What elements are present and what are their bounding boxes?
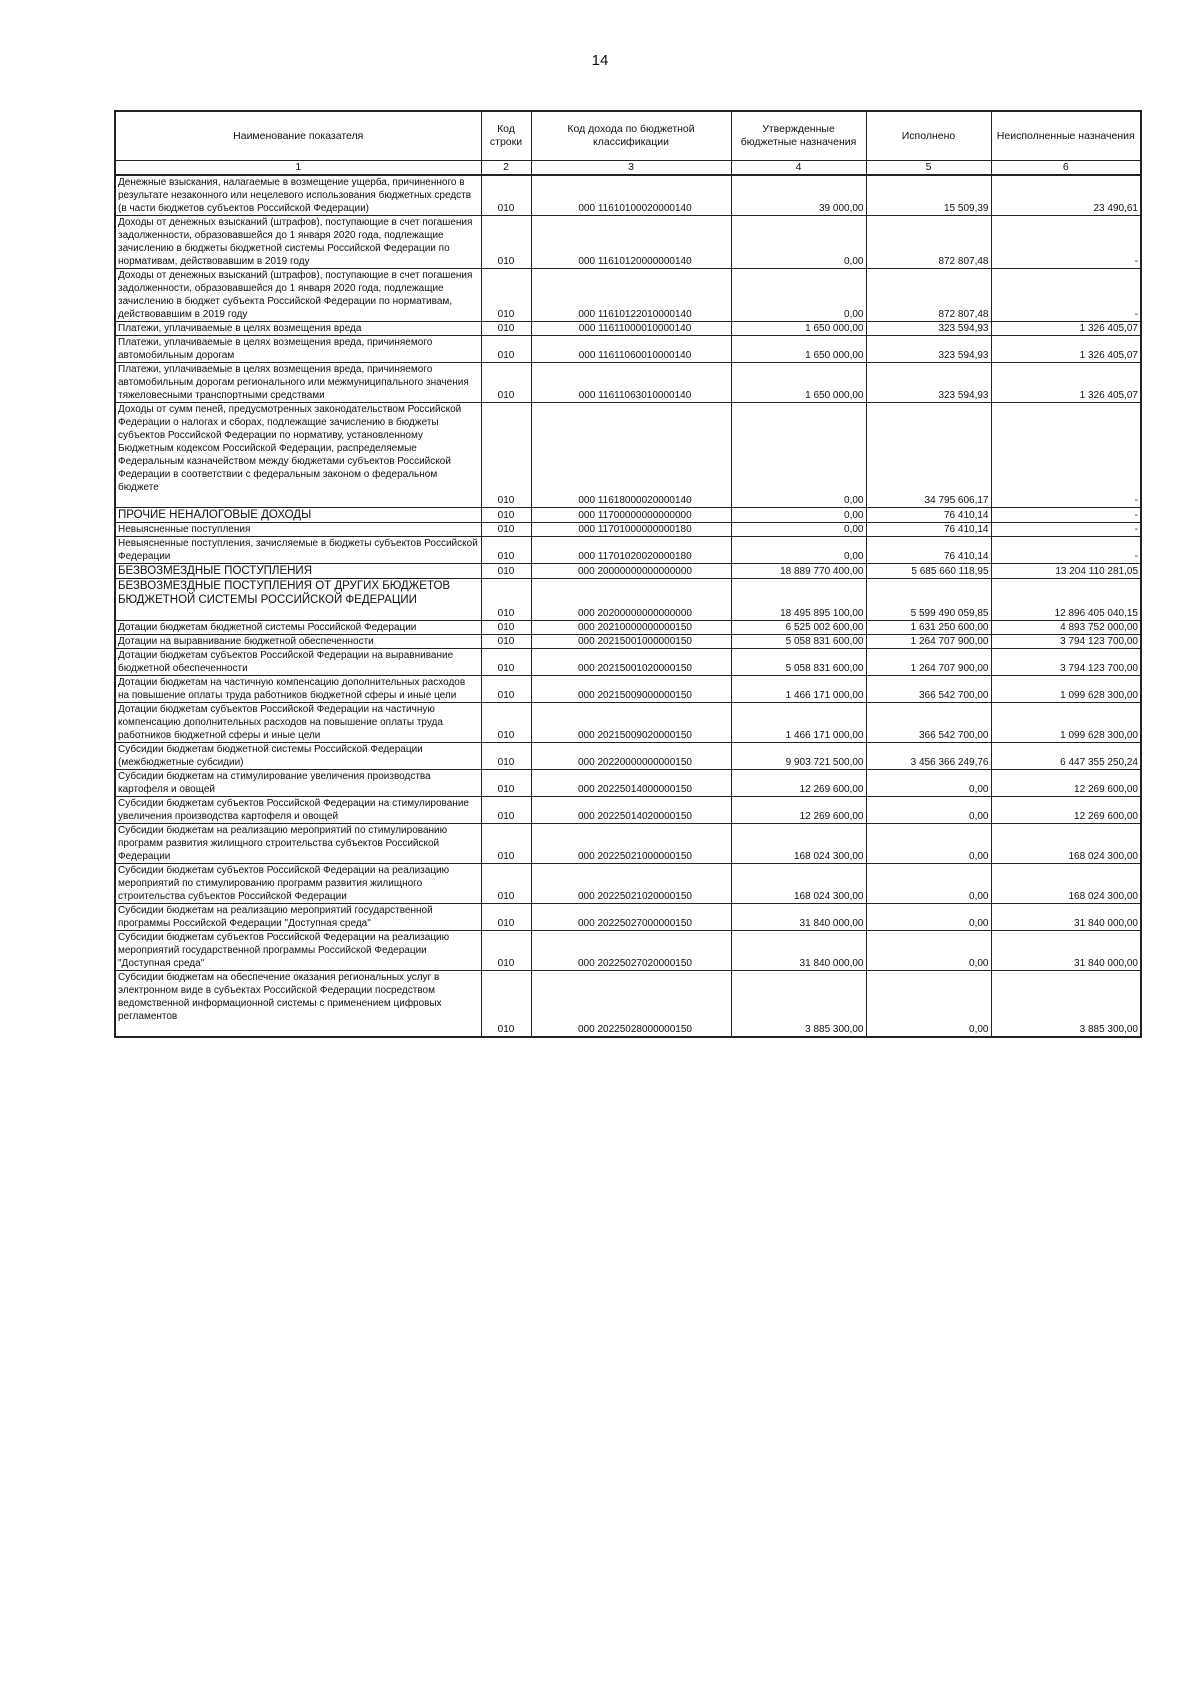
approved-amount-cell: 1 650 000,00 <box>731 363 866 403</box>
income-code-cell: 000 20225028000000150 <box>531 971 731 1038</box>
indicator-name-cell: Дотации бюджетам на частичную компенсацию дополнительных расходов на повышение оплаты труда работников бюджетной сферы и иные цели <box>115 676 481 703</box>
table-row <box>115 269 1141 322</box>
income-code-cell: 000 11611060010000140 <box>531 336 731 363</box>
executed-amount-cell: 0,00 <box>866 971 991 1038</box>
table-row <box>115 703 1141 743</box>
indicator-name-cell: Дотации бюджетам субъектов Российской Федерации на выравнивание бюджетной обеспеченности <box>115 649 481 676</box>
indicator-name-cell: Доходы от денежных взысканий (штрафов), поступающие в счет погашения задолженности, образовавшейся до 1 января 2020 года, подлежащие зачислению в бюджет субъекта Российской Федерации по нормативам, действовавшим в 2019 году <box>115 269 481 322</box>
indicator-name-cell: Субсидии бюджетам на реализацию мероприятий по стимулированию программ развития жилищного строительства субъектов Российской Федерации <box>115 824 481 864</box>
income-code-cell: 000 20215009000000150 <box>531 676 731 703</box>
executed-amount-cell: 76 410,14 <box>866 537 991 564</box>
unexecuted-amount-cell: 3 794 123 700,00 <box>991 635 1141 649</box>
income-code-cell: 000 11611000010000140 <box>531 322 731 336</box>
executed-amount-cell: 5 685 660 118,95 <box>866 564 991 579</box>
approved-amount-cell: 0,00 <box>731 523 866 537</box>
line-code-cell: 010 <box>481 403 531 508</box>
income-code-cell: 000 20215001020000150 <box>531 649 731 676</box>
approved-amount-cell: 1 466 171 000,00 <box>731 703 866 743</box>
table-row <box>115 523 1141 537</box>
executed-amount-cell: 0,00 <box>866 931 991 971</box>
income-code-cell: 000 20215001000000150 <box>531 635 731 649</box>
income-code-cell: 000 11611063010000140 <box>531 363 731 403</box>
table-row <box>115 770 1141 797</box>
column-number: 4 <box>731 161 866 176</box>
approved-amount-cell: 0,00 <box>731 537 866 564</box>
approved-amount-cell: 1 466 171 000,00 <box>731 676 866 703</box>
table-row <box>115 216 1141 269</box>
indicator-name-cell: БЕЗВОЗМЕЗДНЫЕ ПОСТУПЛЕНИЯ <box>115 564 481 579</box>
executed-amount-cell: 76 410,14 <box>866 523 991 537</box>
table-row <box>115 322 1141 336</box>
executed-amount-cell: 76 410,14 <box>866 508 991 523</box>
line-code-cell: 010 <box>481 508 531 523</box>
table-row <box>115 508 1141 523</box>
indicator-name-cell: Платежи, уплачиваемые в целях возмещения вреда, причиняемого автомобильным дорогам регионального или межмуниципального значения тяжеловесными транспортными средствами <box>115 363 481 403</box>
header-unexecuted: Неисполненные назначения <box>991 111 1141 161</box>
table-row <box>115 931 1141 971</box>
income-code-cell: 000 11610100020000140 <box>531 175 731 216</box>
approved-amount-cell: 168 024 300,00 <box>731 864 866 904</box>
executed-amount-cell: 366 542 700,00 <box>866 703 991 743</box>
income-code-cell: 000 20225014000000150 <box>531 770 731 797</box>
unexecuted-amount-cell: 1 326 405,07 <box>991 363 1141 403</box>
approved-amount-cell: 12 269 600,00 <box>731 770 866 797</box>
executed-amount-cell: 5 599 490 059,85 <box>866 579 991 621</box>
income-code-cell: 000 11610120000000140 <box>531 216 731 269</box>
table-row <box>115 537 1141 564</box>
line-code-cell: 010 <box>481 322 531 336</box>
column-number: 5 <box>866 161 991 176</box>
income-code-cell: 000 11618000020000140 <box>531 403 731 508</box>
income-code-cell: 000 11701000000000180 <box>531 523 731 537</box>
page-number: 14 <box>591 52 609 69</box>
unexecuted-amount-cell: - <box>991 508 1141 523</box>
line-code-cell: 010 <box>481 269 531 322</box>
indicator-name-cell: Невыясненные поступления, зачисляемые в бюджеты субъектов Российской Федерации <box>115 537 481 564</box>
indicator-name-cell: Субсидии бюджетам на реализацию мероприятий государственной программы Российской Федерации "Доступная среда" <box>115 904 481 931</box>
line-code-cell: 010 <box>481 564 531 579</box>
income-code-cell: 000 20200000000000000 <box>531 579 731 621</box>
line-code-cell: 010 <box>481 621 531 635</box>
income-code-cell: 000 20225014020000150 <box>531 797 731 824</box>
header-approved: Утвержденные бюджетные назначения <box>731 111 866 161</box>
table-row <box>115 635 1141 649</box>
indicator-name-cell: Доходы от сумм пеней, предусмотренных законодательством Российской Федерации о налогах и сборах, подлежащие зачислению в бюджеты субъектов Российской Федерации по нормативу, установленному Бюджетным кодексом Российской Федерации, распределяемые Федеральным казначейством между бюджетами субъектов Российской Федерации в соответствии с федеральным законом о федеральном бюджете <box>115 403 481 508</box>
indicator-name-cell: Денежные взыскания, налагаемые в возмещение ущерба, причиненного в результате незаконного или нецелевого использования бюджетных средств (в части бюджетов субъектов Российской Федерации) <box>115 175 481 216</box>
income-code-cell: 000 20225021000000150 <box>531 824 731 864</box>
table-row <box>115 743 1141 770</box>
unexecuted-amount-cell: 1 099 628 300,00 <box>991 676 1141 703</box>
line-code-cell: 010 <box>481 797 531 824</box>
table-row <box>115 403 1141 508</box>
line-code-cell: 010 <box>481 971 531 1038</box>
unexecuted-amount-cell: 6 447 355 250,24 <box>991 743 1141 770</box>
approved-amount-cell: 0,00 <box>731 216 866 269</box>
table-row <box>115 797 1141 824</box>
indicator-name-cell: Субсидии бюджетам на обеспечение оказания региональных услуг в электронном виде в субъектах Российской Федерации посредством ведомственной информационной системы с применением цифровых регламентов <box>115 971 481 1038</box>
unexecuted-amount-cell: 12 269 600,00 <box>991 770 1141 797</box>
executed-amount-cell: 366 542 700,00 <box>866 676 991 703</box>
unexecuted-amount-cell: 1 099 628 300,00 <box>991 703 1141 743</box>
table-row <box>115 971 1141 1038</box>
column-number: 6 <box>991 161 1141 176</box>
indicator-name-cell: Доходы от денежных взысканий (штрафов), поступающие в счет погашения задолженности, образовавшейся до 1 января 2020 года, подлежащие зачислению в бюджеты бюджетной системы Российской Федерации по нормативам, действовавшим в 2019 году <box>115 216 481 269</box>
header-indicator-name: Наименование показателя <box>115 111 481 161</box>
table-row <box>115 564 1141 579</box>
unexecuted-amount-cell: 31 840 000,00 <box>991 904 1141 931</box>
unexecuted-amount-cell: 1 326 405,07 <box>991 336 1141 363</box>
approved-amount-cell: 31 840 000,00 <box>731 904 866 931</box>
income-code-cell: 000 11700000000000000 <box>531 508 731 523</box>
table-row <box>115 175 1141 216</box>
income-code-cell: 000 11701020020000180 <box>531 537 731 564</box>
approved-amount-cell: 5 058 831 600,00 <box>731 649 866 676</box>
line-code-cell: 010 <box>481 336 531 363</box>
line-code-cell: 010 <box>481 676 531 703</box>
unexecuted-amount-cell: 3 885 300,00 <box>991 971 1141 1038</box>
header-executed: Исполнено <box>866 111 991 161</box>
indicator-name-cell: БЕЗВОЗМЕЗДНЫЕ ПОСТУПЛЕНИЯ ОТ ДРУГИХ БЮДЖЕТОВ БЮДЖЕТНОЙ СИСТЕМЫ РОССИЙСКОЙ ФЕДЕРАЦИИ <box>115 579 481 621</box>
income-code-cell: 000 20220000000000150 <box>531 743 731 770</box>
income-code-cell: 000 20225027020000150 <box>531 931 731 971</box>
indicator-name-cell: Субсидии бюджетам субъектов Российской Федерации на реализацию мероприятий по стимулированию программ развития жилищного строительства субъектов Российской Федерации <box>115 864 481 904</box>
approved-amount-cell: 31 840 000,00 <box>731 931 866 971</box>
table-row <box>115 621 1141 635</box>
line-code-cell: 010 <box>481 216 531 269</box>
executed-amount-cell: 3 456 366 249,76 <box>866 743 991 770</box>
unexecuted-amount-cell: - <box>991 403 1141 508</box>
line-code-cell: 010 <box>481 770 531 797</box>
approved-amount-cell: 1 650 000,00 <box>731 322 866 336</box>
table-body <box>115 175 1141 1037</box>
table-row <box>115 904 1141 931</box>
executed-amount-cell: 1 264 707 900,00 <box>866 649 991 676</box>
indicator-name-cell: Платежи, уплачиваемые в целях возмещения вреда <box>115 322 481 336</box>
executed-amount-cell: 15 509,39 <box>866 175 991 216</box>
approved-amount-cell: 39 000,00 <box>731 175 866 216</box>
unexecuted-amount-cell: 168 024 300,00 <box>991 864 1141 904</box>
unexecuted-amount-cell: 12 269 600,00 <box>991 797 1141 824</box>
indicator-name-cell: Субсидии бюджетам субъектов Российской Федерации на реализацию мероприятий государственной программы Российской Федерации "Доступная среда" <box>115 931 481 971</box>
unexecuted-amount-cell: - <box>991 216 1141 269</box>
approved-amount-cell: 9 903 721 500,00 <box>731 743 866 770</box>
unexecuted-amount-cell: 13 204 110 281,05 <box>991 564 1141 579</box>
executed-amount-cell: 1 264 707 900,00 <box>866 635 991 649</box>
line-code-cell: 010 <box>481 931 531 971</box>
executed-amount-cell: 34 795 606,17 <box>866 403 991 508</box>
approved-amount-cell: 0,00 <box>731 403 866 508</box>
unexecuted-amount-cell: 12 896 405 040,15 <box>991 579 1141 621</box>
executed-amount-cell: 323 594,93 <box>866 322 991 336</box>
indicator-name-cell: Субсидии бюджетам на стимулирование увеличения производства картофеля и овощей <box>115 770 481 797</box>
table-row <box>115 676 1141 703</box>
table-row <box>115 336 1141 363</box>
approved-amount-cell: 0,00 <box>731 269 866 322</box>
executed-amount-cell: 0,00 <box>866 770 991 797</box>
line-code-cell: 010 <box>481 649 531 676</box>
indicator-name-cell: Субсидии бюджетам бюджетной системы Российской Федерации (межбюджетные субсидии) <box>115 743 481 770</box>
approved-amount-cell: 3 885 300,00 <box>731 971 866 1038</box>
income-code-cell: 000 11610122010000140 <box>531 269 731 322</box>
executed-amount-cell: 323 594,93 <box>866 336 991 363</box>
approved-amount-cell: 1 650 000,00 <box>731 336 866 363</box>
unexecuted-amount-cell: 31 840 000,00 <box>991 931 1141 971</box>
income-code-cell: 000 20225021020000150 <box>531 864 731 904</box>
line-code-cell: 010 <box>481 537 531 564</box>
approved-amount-cell: 18 495 895 100,00 <box>731 579 866 621</box>
approved-amount-cell: 18 889 770 400,00 <box>731 564 866 579</box>
unexecuted-amount-cell: 3 794 123 700,00 <box>991 649 1141 676</box>
indicator-name-cell: ПРОЧИЕ НЕНАЛОГОВЫЕ ДОХОДЫ <box>115 508 481 523</box>
budget-execution-table <box>114 110 1142 1038</box>
executed-amount-cell: 872 807,48 <box>866 216 991 269</box>
executed-amount-cell: 0,00 <box>866 904 991 931</box>
unexecuted-amount-cell: - <box>991 269 1141 322</box>
income-code-cell: 000 20215009020000150 <box>531 703 731 743</box>
executed-amount-cell: 0,00 <box>866 824 991 864</box>
table-row <box>115 363 1141 403</box>
table-row <box>115 824 1141 864</box>
indicator-name-cell: Платежи, уплачиваемые в целях возмещения вреда, причиняемого автомобильным дорогам <box>115 336 481 363</box>
unexecuted-amount-cell: - <box>991 523 1141 537</box>
income-code-cell: 000 20210000000000150 <box>531 621 731 635</box>
indicator-name-cell: Дотации на выравнивание бюджетной обеспеченности <box>115 635 481 649</box>
line-code-cell: 010 <box>481 635 531 649</box>
indicator-name-cell: Дотации бюджетам бюджетной системы Российской Федерации <box>115 621 481 635</box>
line-code-cell: 010 <box>481 904 531 931</box>
table-row <box>115 579 1141 621</box>
unexecuted-amount-cell: 4 893 752 000,00 <box>991 621 1141 635</box>
unexecuted-amount-cell: 168 024 300,00 <box>991 824 1141 864</box>
unexecuted-amount-cell: - <box>991 537 1141 564</box>
executed-amount-cell: 872 807,48 <box>866 269 991 322</box>
executed-amount-cell: 1 631 250 600,00 <box>866 621 991 635</box>
indicator-name-cell: Невыясненные поступления <box>115 523 481 537</box>
line-code-cell: 010 <box>481 175 531 216</box>
indicator-name-cell: Дотации бюджетам субъектов Российской Федерации на частичную компенсацию дополнительных расходов на повышение оплаты труда работников бюджетной сферы и иные цели <box>115 703 481 743</box>
approved-amount-cell: 12 269 600,00 <box>731 797 866 824</box>
line-code-cell: 010 <box>481 523 531 537</box>
executed-amount-cell: 0,00 <box>866 864 991 904</box>
column-number: 3 <box>531 161 731 176</box>
executed-amount-cell: 0,00 <box>866 797 991 824</box>
approved-amount-cell: 168 024 300,00 <box>731 824 866 864</box>
line-code-cell: 010 <box>481 864 531 904</box>
executed-amount-cell: 323 594,93 <box>866 363 991 403</box>
approved-amount-cell: 0,00 <box>731 508 866 523</box>
line-code-cell: 010 <box>481 363 531 403</box>
line-code-cell: 010 <box>481 579 531 621</box>
approved-amount-cell: 5 058 831 600,00 <box>731 635 866 649</box>
line-code-cell: 010 <box>481 743 531 770</box>
line-code-cell: 010 <box>481 703 531 743</box>
income-code-cell: 000 20000000000000000 <box>531 564 731 579</box>
table-row <box>115 864 1141 904</box>
header-line-code: Код строки <box>481 111 531 161</box>
indicator-name-cell: Субсидии бюджетам субъектов Российской Федерации на стимулирование увеличения производства картофеля и овощей <box>115 797 481 824</box>
line-code-cell: 010 <box>481 824 531 864</box>
approved-amount-cell: 6 525 002 600,00 <box>731 621 866 635</box>
column-number: 1 <box>115 161 481 176</box>
income-code-cell: 000 20225027000000150 <box>531 904 731 931</box>
unexecuted-amount-cell: 23 490,61 <box>991 175 1141 216</box>
unexecuted-amount-cell: 1 326 405,07 <box>991 322 1141 336</box>
column-number: 2 <box>481 161 531 176</box>
table-row <box>115 649 1141 676</box>
header-income-code: Код дохода по бюджетной классификации <box>531 111 731 161</box>
